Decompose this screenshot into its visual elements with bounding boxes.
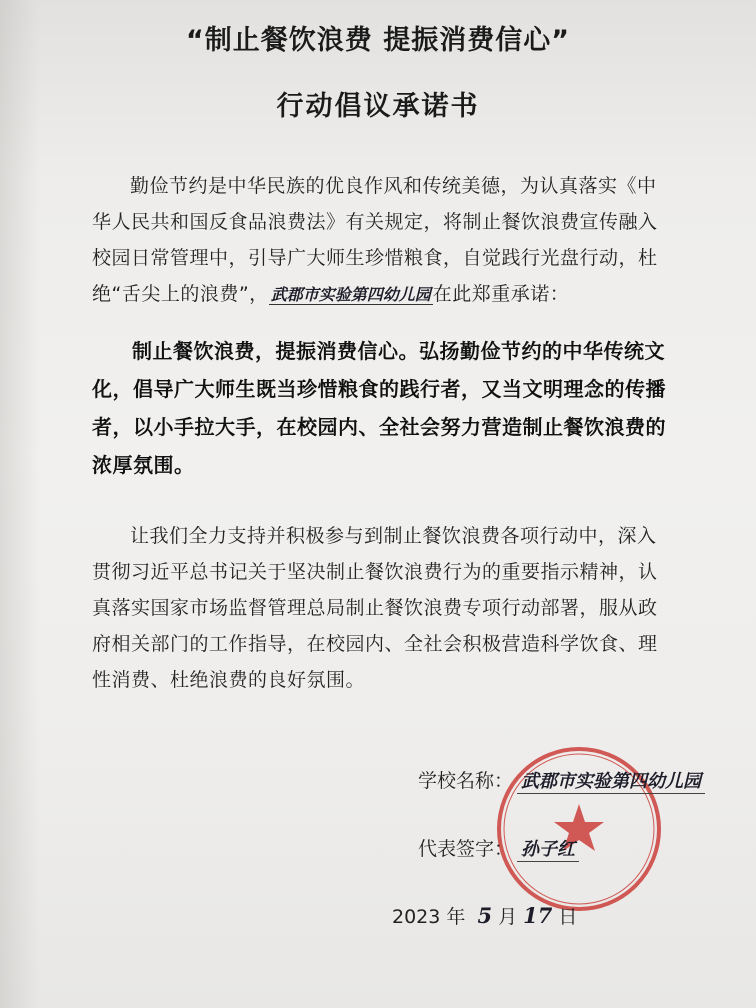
date-day: 17: [523, 903, 553, 928]
date-day-unit: 日: [558, 906, 578, 928]
date-month: 5: [477, 903, 493, 928]
school-name-label: 学校名称：: [418, 770, 514, 792]
representative-signature: 孙子红: [517, 835, 579, 862]
representative-label: 代表签字：: [418, 838, 514, 860]
document-subtitle: 行动倡议承诺书: [276, 91, 480, 122]
page-shadow: [0, 0, 40, 1008]
date-year: 2023 年: [392, 906, 466, 928]
paragraph-pledge: 制止餐饮浪费，提振消费信心。弘扬勤俭节约的中华传统文化，倡导广大师生既当珍惜粮食的践行者，又当文明理念的传播者，以小手拉大手，在校园内、全社会努力营造制止餐饮浪费的浓厚氛围。: [92, 339, 666, 477]
school-name-row: [418, 766, 705, 794]
intro-text: 勤俭节约是中华民族的优良作风和传统美德，为认真落实《中华人民共和国反食品浪费法》有关规定，将制止餐饮浪费宣传融入校园日常管理中，引导广大师生珍惜粮食，自觉践行光盘行动，杜绝“舌尖上的浪费”，: [92, 175, 658, 305]
intro-text-end: 在此郑重承诺：: [432, 283, 570, 305]
date-row: [392, 902, 577, 929]
representative-row: [418, 834, 579, 862]
document-title: “制止餐饮浪费 提振消费信心”: [186, 25, 570, 56]
handwritten-school-name: 武郡市实验第四幼儿园: [270, 285, 431, 304]
paragraph-intro: [92, 168, 672, 313]
paragraph-action: 让我们全力支持并积极参与到制止餐饮浪费各项行动中，深入贯彻习近平总书记关于坚决制止餐饮浪费行为的重要指示精神，认真落实国家市场监督管理总局制止餐饮浪费专项行动部署，服从政府相关部门的工作指导，在校园内、全社会积极营造科学饮食、理性消费、杜绝浪费的良好氛围。: [92, 525, 658, 691]
date-month-unit: 月: [498, 906, 518, 928]
school-name-value: 武郡市实验第四幼儿园: [517, 767, 705, 794]
